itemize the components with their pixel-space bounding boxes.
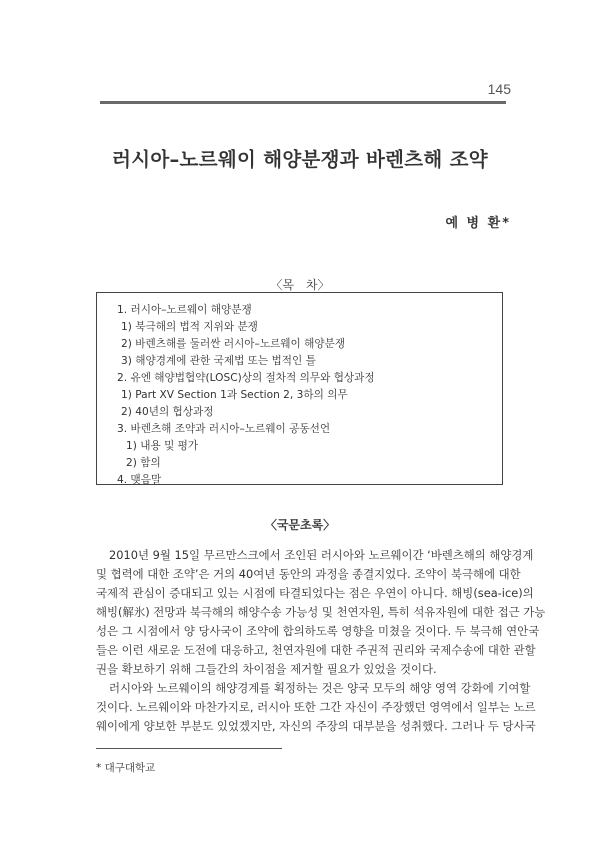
- abstract-line: 2010년 9월 15일 무르만스크에서 조인된 러시아와 노르웨이간 ‘바렌츠해의 해양경계: [109, 548, 534, 562]
- toc-box: [96, 292, 503, 485]
- toc-item: 2) 40년의 협상과정: [121, 406, 214, 418]
- abstract-line: 웨이에게 양보한 부분도 있었겠지만, 자신의 주장의 대부분을 성취했다. 그러나 두 당사국: [96, 719, 536, 733]
- abstract-line: 성은 그 시점에서 양 당사국이 조약에 합의하도록 영향을 미쳤을 것이다. 두 북극해 연안국: [96, 624, 540, 638]
- toc-item: 1) Part XV Section 1과 Section 2, 3하의 의무: [121, 389, 348, 401]
- page-number: 145: [487, 81, 511, 97]
- author-name: 예 병 환*: [445, 216, 511, 231]
- abstract-line: 국제적 관심이 증대되고 있는 시점에 타결되었다는 점은 우연이 아니다. 해빙(sea-ice)의: [96, 586, 534, 600]
- footnote-rule: [96, 748, 282, 749]
- toc-item: 2. 유엔 해양법협약(LOSC)상의 절차적 의무와 협상과정: [117, 372, 375, 384]
- toc-heading: 〈목 차〉: [270, 278, 330, 292]
- abstract-line: 것이다. 노르웨이와 마찬가지로, 러시아 또한 그간 자신이 주장했던 영역에서 일부는 노르: [96, 700, 536, 714]
- toc-item: 3) 해양경계에 관한 국제법 또는 법적인 틀: [121, 355, 316, 367]
- toc-item: 1. 러시아–노르웨이 해양분쟁: [117, 304, 252, 316]
- toc-item: 1) 북극해의 법적 지위와 분쟁: [121, 321, 258, 333]
- toc-item: 1) 내용 및 평가: [126, 440, 199, 452]
- footnote: * 대구대학교: [96, 762, 156, 774]
- abstract-line: 해빙(解氷) 전망과 북극해의 해양수송 가능성 및 천연자원, 특히 석유자원에 대한 접근 가능: [96, 605, 546, 619]
- abstract-line: 러시아와 노르웨이의 해양경계를 획정하는 것은 양국 모두의 해양 영역 강화에 기여할: [109, 681, 531, 695]
- abstract-line: 권을 확보하기 위해 그들간의 차이점을 제거할 필요가 있었을 것이다.: [96, 662, 437, 676]
- abstract-line: 들은 이런 새로운 도전에 대응하고, 천연자원에 대한 주권적 권리와 국제수송에 대한 관할: [96, 643, 536, 657]
- toc-item: 4. 맺음말: [117, 474, 162, 486]
- paper-title: 러시아–노르웨이 해양분쟁과 바렌츠해 조약: [112, 148, 488, 171]
- abstract-heading: 〈국문초록〉: [264, 518, 336, 532]
- toc-item: 3. 바렌츠해 조약과 러시아–노르웨이 공동선언: [117, 423, 331, 435]
- abstract-line: 및 협력에 대한 조약’은 거의 40여년 동안의 과정을 종결지었다. 조약이 북극해에 대한: [96, 567, 521, 581]
- header-rule: [100, 101, 506, 104]
- toc-item: 2) 바렌츠해를 둘러싼 러시아–노르웨이 해양분쟁: [121, 338, 346, 350]
- toc-item: 2) 함의: [126, 457, 161, 469]
